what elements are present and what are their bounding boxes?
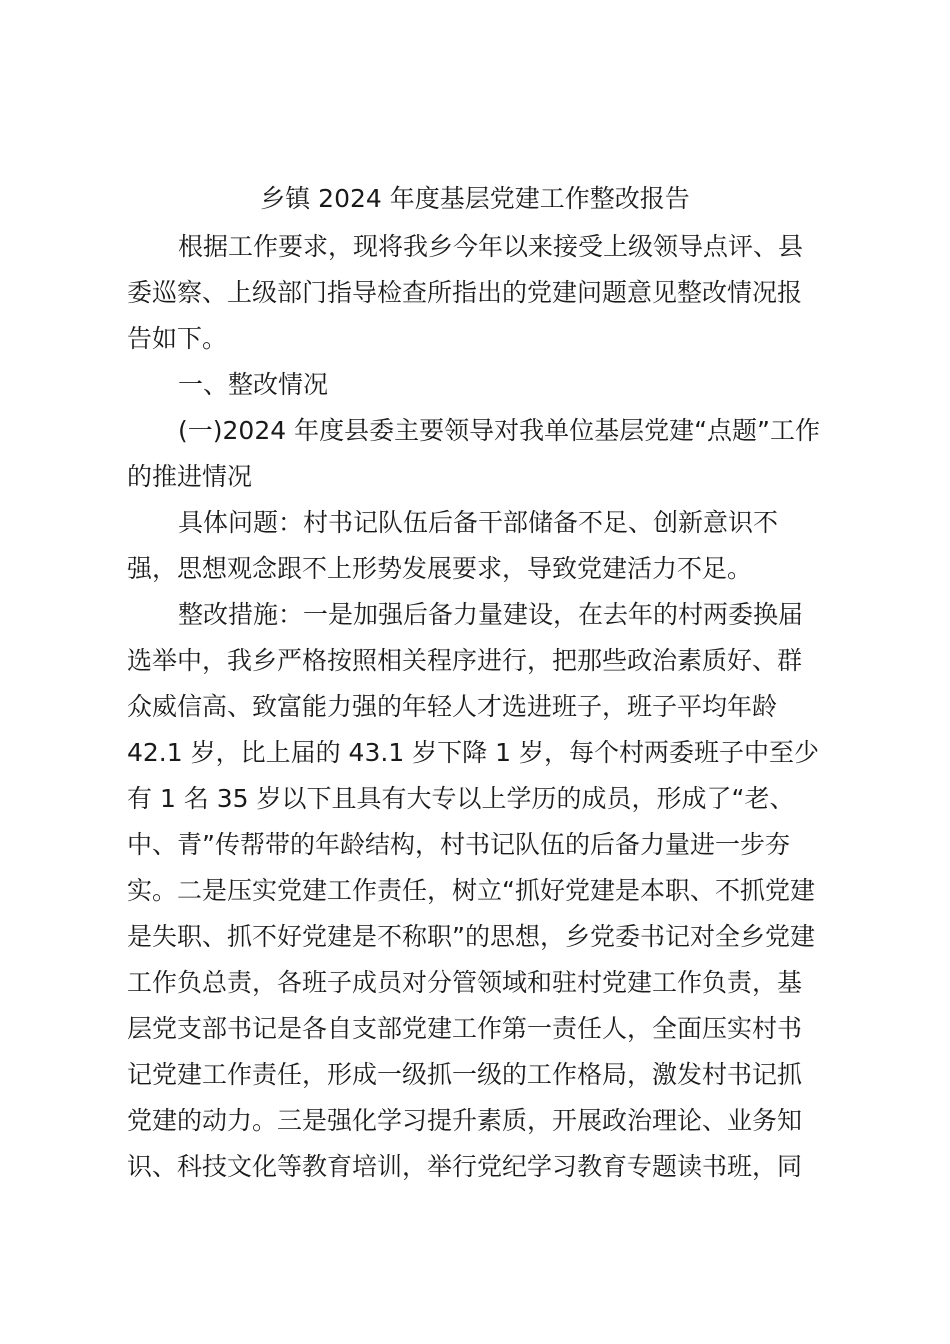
paragraph-line: 工作负总责，各班子成员对分管领域和驻村党建工作负责，基 — [127, 968, 803, 997]
document-title: 乡镇 2024 年度基层党建工作整改报告 — [260, 184, 690, 213]
paragraph-line: 整改措施：一是加强后备力量建设，在去年的村两委换届 — [178, 600, 804, 629]
paragraph-line: 选举中，我乡严格按照相关程序进行，把那些政治素质好、群 — [127, 646, 803, 675]
subsection-heading: 的推进情况 — [127, 462, 253, 491]
paragraph-line: 委巡察、上级部门指导检查所指出的党建问题意见整改情况报 — [127, 278, 803, 307]
paragraph-line: 具体问题：村书记队伍后备干部储备不足、创新意识不 — [178, 508, 779, 537]
paragraph-line: 层党支部书记是各自支部党建工作第一责任人，全面压实村书 — [127, 1014, 803, 1043]
subsection-heading: (一)2024 年度县委主要领导对我单位基层党建“点题”工作 — [178, 416, 820, 445]
paragraph-line: 识、科技文化等教育培训，举行党纪学习教育专题读书班，同 — [127, 1152, 803, 1181]
paragraph-line: 强，思想观念跟不上形势发展要求，导致党建活力不足。 — [127, 554, 753, 583]
paragraph-line: 42.1 岁，比上届的 43.1 岁下降 1 岁，每个村两委班子中至少 — [127, 738, 819, 767]
paragraph-line: 众威信高、致富能力强的年轻人才选进班子，班子平均年龄 — [127, 692, 778, 721]
paragraph-line: 根据工作要求，现将我乡今年以来接受上级领导点评、县 — [178, 232, 804, 261]
paragraph-line: 告如下。 — [127, 324, 228, 353]
paragraph-line: 是失职、抓不好党建是不称职”的思想，乡党委书记对全乡党建 — [127, 922, 815, 951]
paragraph-line: 党建的动力。三是强化学习提升素质，开展政治理论、业务知 — [127, 1106, 803, 1135]
paragraph-line: 记党建工作责任，形成一级抓一级的工作格局，激发村书记抓 — [127, 1060, 803, 1089]
section-heading: 一、整改情况 — [178, 370, 329, 399]
paragraph-line: 中、青”传帮带的年龄结构，村书记队伍的后备力量进一步夯 — [127, 830, 790, 859]
paragraph-line: 有 1 名 35 岁以下且具有大专以上学历的成员，形成了“老、 — [127, 784, 795, 813]
paragraph-line: 实。二是压实党建工作责任，树立“抓好党建是本职、不抓党建 — [127, 876, 815, 905]
